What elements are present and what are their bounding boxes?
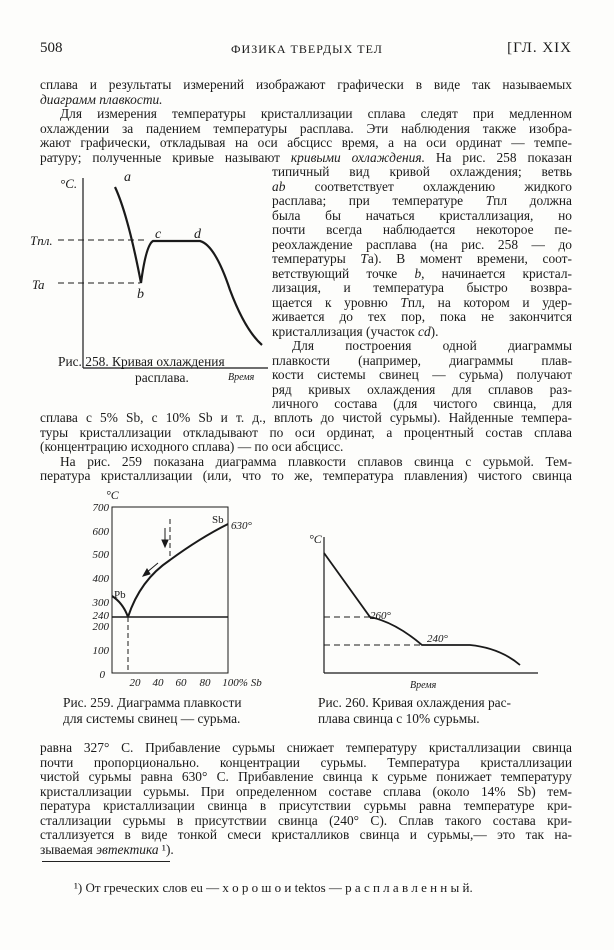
fig259-y-tick-240: 240 <box>92 610 109 622</box>
text-segment: равна 327° С. Прибавление сурьмы снижает температуру кристаллизации свинца <box>40 740 572 755</box>
fig259-y-tick-100: 100 <box>92 645 109 657</box>
fig258-caption-2: расплава. <box>135 370 189 385</box>
text-segment: ветствующий точке <box>272 265 415 281</box>
fig258-point-c: c <box>155 227 162 242</box>
text-segment: , начинается кристал- <box>421 265 573 281</box>
italic-segment: ab <box>272 178 286 194</box>
fig259-sb-label: Sb <box>212 514 224 526</box>
fig258-ta-label: Ta <box>32 277 45 292</box>
italic-segment: cd <box>418 323 431 339</box>
fig258-tmelt-label: Tпл. <box>30 233 53 248</box>
fig258-y-label: °C. <box>60 176 78 191</box>
text-segment: a). В момент времени, соот- <box>367 251 572 266</box>
text-segment: сплава с 5% Sb, с 10% Sb и т. д., вплоть до чистой сурьмы). Найденные темпера- <box>40 410 572 425</box>
text-segment: Для измерения температуры кристаллизации сплава следят при медленном <box>60 106 572 121</box>
fig258-curve <box>115 187 262 345</box>
text-segment: пл, на котором и удер- <box>407 294 572 310</box>
fig259-y-tick-200: 200 <box>92 621 109 633</box>
text-segment: лизация, и температура быстро возвра- <box>272 280 572 295</box>
text-segment: (концентрацию исходного сплава) — по оси абсцисс. <box>40 439 344 454</box>
fig259-x-tick-100: 100% Sb <box>222 677 262 689</box>
fig259-caption-1: Рис. 259. Диаграмма плавкости <box>63 695 242 710</box>
fig259-sb-liquidus <box>128 524 228 617</box>
text-segment: расплава; при температуре <box>272 193 486 208</box>
text-segment: типичный вид кривой охлаждения; ветвь <box>272 164 572 179</box>
fig258-cooling-curve <box>58 178 268 368</box>
fig259-y-label: °C <box>106 488 119 502</box>
fig260-temp-260: 260° <box>370 610 391 622</box>
text-segment: кости системы свинец — сурьма) получают <box>272 367 572 382</box>
text-segment: На рис. 258 показан <box>424 149 572 165</box>
text-segment: соответствует охлаждению жидкого <box>285 178 572 194</box>
fig260-caption-1: Рис. 260. Кривая охлаждения рас- <box>318 695 511 710</box>
page-number: 508 <box>40 40 63 56</box>
fig258-x-label: Время <box>228 372 255 383</box>
text-segment: пл должна <box>493 193 573 208</box>
italic-segment: диаграмм плавкости. <box>40 91 163 107</box>
fig259-x-tick-20: 20 <box>129 677 141 689</box>
text-segment: Для построения одной диаграммы <box>292 338 572 353</box>
fig259-x-tick-40: 40 <box>152 677 164 689</box>
text-segment: личного состава (для чистого свинца, для <box>272 396 572 411</box>
text-segment: ратуру; полученные кривые называют <box>40 149 291 165</box>
text-segment: сталлизуется в виде тонкой смеси кристалликов свинца и сурьмы,— это так на- <box>40 827 572 842</box>
italic-segment: кривыми охлаждения. <box>290 149 425 165</box>
fig259-down-arrow-head <box>162 540 168 547</box>
fig258-point-a: a <box>124 170 131 185</box>
text-segment: чистой сурьмы равна 630° С. Прибавление свинца к сурьме понижает температуру <box>40 769 572 784</box>
fig260-y-label: °C <box>309 532 322 546</box>
italic-segment: эвтектика <box>96 841 159 857</box>
fig258-point-d: d <box>194 227 201 242</box>
fig260-x-label: Время <box>410 680 437 691</box>
text-segment: ¹). <box>158 841 174 857</box>
fig260-curve <box>324 553 520 665</box>
text-segment: охлаждении за падением температуры расплава. Эти наблюдения также изобра- <box>40 120 572 136</box>
fig259-y-tick-600: 600 <box>92 526 109 538</box>
chapter-label: [ГЛ. XIX <box>507 40 572 56</box>
text-segment: почти пропорционально. концентрации сурьмы. Температура кристаллизации <box>40 754 572 770</box>
text-segment: туры кристаллизации откладывают по оси ординат, а процентный состав сплава <box>40 424 572 440</box>
fig259-y-tick-400: 400 <box>92 573 109 585</box>
footnote: ¹) От греческих слов eu — х о р о ш о и tektos — р а с п л а в л е н н ы й. <box>74 880 473 895</box>
fig259-caption-2: для системы свинец — сурьма. <box>63 711 241 726</box>
fig260-temp-240: 240° <box>427 633 448 645</box>
text-segment: плавкости (например, диаграммы плав- <box>272 352 572 368</box>
italic-segment: T <box>400 294 408 310</box>
text-segment: живается до тех пор, пока не закончится <box>272 309 572 324</box>
fig259-x-tick-80: 80 <box>199 677 211 689</box>
text-segment: температуры <box>272 251 361 266</box>
fig259-phase-diagram <box>112 507 228 673</box>
text-segment: реохлаждение расплава (на рис. 258 — до <box>272 236 572 252</box>
text-segment: жают графически, откладывая на оси абсцисс время, а на оси ординат — темпе- <box>40 135 572 150</box>
fig260-cooling-curve <box>324 537 538 673</box>
fig259-sb-temp: 630° <box>231 520 252 532</box>
fig259-y-tick-500: 500 <box>92 549 109 561</box>
fig258-point-b: b <box>137 287 144 302</box>
fig259-y-tick-700: 700 <box>92 502 109 514</box>
italic-segment: T <box>485 193 494 208</box>
text-segment: кристаллизация (участок <box>272 323 418 339</box>
text-segment: На рис. 259 показана диаграмма плавкости сплавов свинца с сурьмой. Тем- <box>60 453 572 469</box>
text-segment: была бы начаться кристаллизация, но <box>272 207 572 223</box>
italic-segment: T <box>360 251 368 266</box>
text-segment: почти всегда наблюдается некоторое пе- <box>272 222 572 237</box>
text-segment: сплава и результаты измерений изображают графически в виде так называемых <box>40 77 572 92</box>
fig259-y-tick-300: 300 <box>92 597 109 609</box>
text-segment: щается к уровню <box>272 294 401 310</box>
fig259-y-tick-0: 0 <box>99 669 105 681</box>
fig259-x-tick-60: 60 <box>175 677 187 689</box>
text-segment: ). <box>430 323 439 339</box>
text-segment: пература кристаллизации (или, что то же, температура плавления) чистого свинца <box>40 468 572 483</box>
text-segment: пература кристаллизации свинца в присутствии сурьмы равна температуре кри- <box>40 798 572 813</box>
italic-segment: b <box>414 265 422 281</box>
fig260-caption-2: плава свинца с 10% сурьмы. <box>318 711 480 726</box>
fig259-pb-label: Pb <box>114 589 126 601</box>
running-title: ФИЗИКА ТВЕРДЫХ ТЕЛ <box>231 42 383 56</box>
text-segment: сталлизации сурьмы в присутствии свинца (240° С). Сплав такого состава кри- <box>40 812 572 828</box>
fig258-caption-1: Рис. 258. Кривая охлаждения <box>58 354 225 369</box>
text-segment: зываемая <box>40 841 97 857</box>
text-segment: кристаллизации сурьмы. При определенном составе сплава (около 14% Sb) тем- <box>40 783 572 799</box>
text-segment: ряд кривых охлаждения для сплавов раз- <box>272 381 572 397</box>
